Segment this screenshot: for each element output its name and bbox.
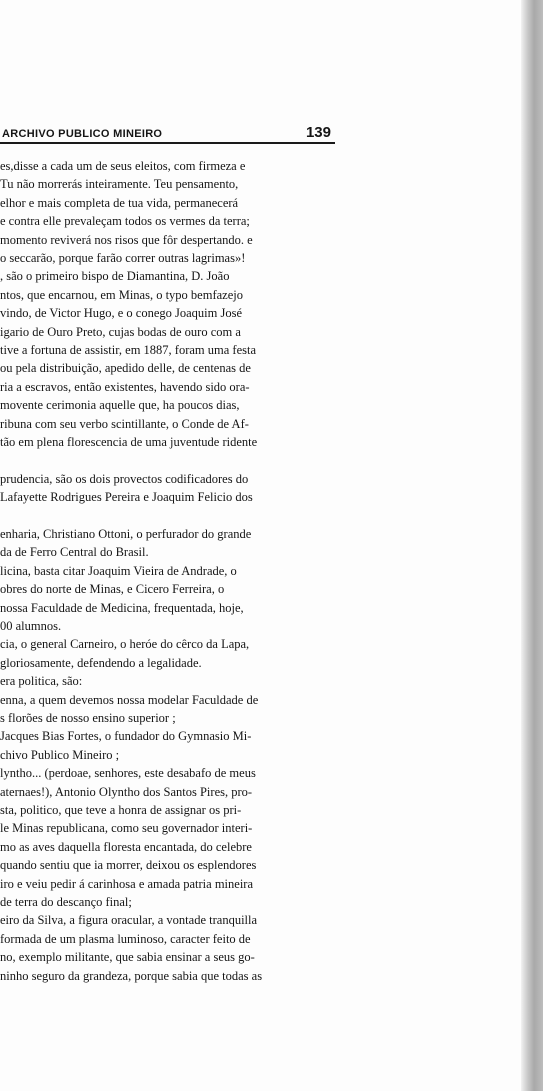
text-line: ninho seguro da grandeza, porque sabia que todas as <box>0 968 263 983</box>
text-line: sta, politico, que teve a honra de assignar os pri- <box>0 803 242 817</box>
text-line: momento reviverá nos risos que fôr despertando. e <box>0 232 253 247</box>
book-spine-shadow <box>521 0 543 1091</box>
text-line: licina, basta citar Joaquim Vieira de Andrade, o <box>0 563 237 578</box>
text-line: mo as aves daquella floresta encantada, do celebre <box>0 839 252 854</box>
text-line: chivo Publico Mineiro ; <box>0 747 120 762</box>
text-line: ribuna com seu verbo scintillante, o Conde de Af- <box>0 416 249 431</box>
text-line: igario de Ouro Preto, cujas bodas de ouro com a <box>0 324 241 339</box>
text-line: Lafayette Rodrigues Pereira e Joaquim Felicio dos <box>0 490 253 505</box>
text-line: vindo, de Victor Hugo, e o conego Joaquim José <box>0 306 243 321</box>
text-line: eiro da Silva, a figura oracular, a vontade tranquilla <box>0 913 258 928</box>
text-line: s florões de nosso ensino superior ; <box>0 711 176 725</box>
text-line: iro e veiu pedir á carinhosa e amada patria mineira <box>0 876 254 891</box>
text-line: nossa Faculdade de Medicina, frequentada, hoje, <box>0 600 244 615</box>
page-number: 139 <box>305 124 331 141</box>
text-line: obres do norte de Minas, e Cicero Ferreira, o <box>0 582 225 597</box>
text-line: elhor e mais completa de tua vida, permanecerá <box>0 195 239 210</box>
running-head: ARCHIVO PUBLICO MINEIRO <box>2 128 163 140</box>
text-line: gloriosamente, defendendo a legalidade. <box>0 655 202 670</box>
text-line: Tu não morrerás inteiramente. Teu pensamento, <box>0 177 239 192</box>
text-line: 00 alumnos. <box>0 619 62 633</box>
text-line: , são o primeiro bispo de Diamantina, D. João <box>0 269 230 284</box>
text-line: quando sentiu que ia morrer, deixou os esplendores <box>0 858 257 873</box>
text-line: aternaes!), Antonio Olyntho dos Santos Pires, pro- <box>0 784 253 799</box>
text-line: ria a escravos, então existentes, havendo sido ora- <box>0 379 250 394</box>
text-line: no, exemplo militante, que sabia ensinar a seus go- <box>0 950 255 965</box>
text-line: de terra do descanço final; <box>0 895 132 909</box>
text-line: o seccarão, porque farão correr outras lagrimas»! <box>0 251 246 265</box>
text-line: da de Ferro Central do Brasil. <box>0 545 149 560</box>
text-line: tive a fortuna de assistir, em 1887, foram uma festa <box>0 343 257 357</box>
text-line: era politica, são: <box>0 674 83 689</box>
text-line: Jacques Bias Fortes, o fundador do Gymnasio Mi- <box>0 729 252 744</box>
text-line: cia, o general Carneiro, o heróe do cêrco da Lapa, <box>0 637 250 652</box>
text-line: ntos, que encarnou, em Minas, o typo bemfazejo <box>0 287 243 302</box>
text-line: ou pela distribuição, apedido delle, de centenas de <box>0 361 251 376</box>
text-line: enharia, Christiano Ottoni, o perfurador do grande <box>0 527 252 541</box>
text-line: movente cerimonia aquelle que, ha poucos dias, <box>0 398 240 413</box>
page-header <box>0 118 335 144</box>
text-line: e contra elle prevaleçam todos os vermes da terra; <box>0 214 250 229</box>
text-line: le Minas republicana, como seu governador interi- <box>0 821 253 836</box>
text-line: lyntho... (perdoae, senhores, este desabafo de meus <box>0 766 256 781</box>
text-line: prudencia, são os dois provectos codificadores do <box>0 471 249 486</box>
text-line: es,disse a cada um de seus eleitos, com firmeza e <box>0 159 246 173</box>
text-line: tão em plena florescencia de uma juventude ridente <box>0 435 258 449</box>
text-line: formada de um plasma luminoso, caracter feito de <box>0 931 251 946</box>
text-line: enna, a quem devemos nossa modelar Faculdade de <box>0 692 259 707</box>
